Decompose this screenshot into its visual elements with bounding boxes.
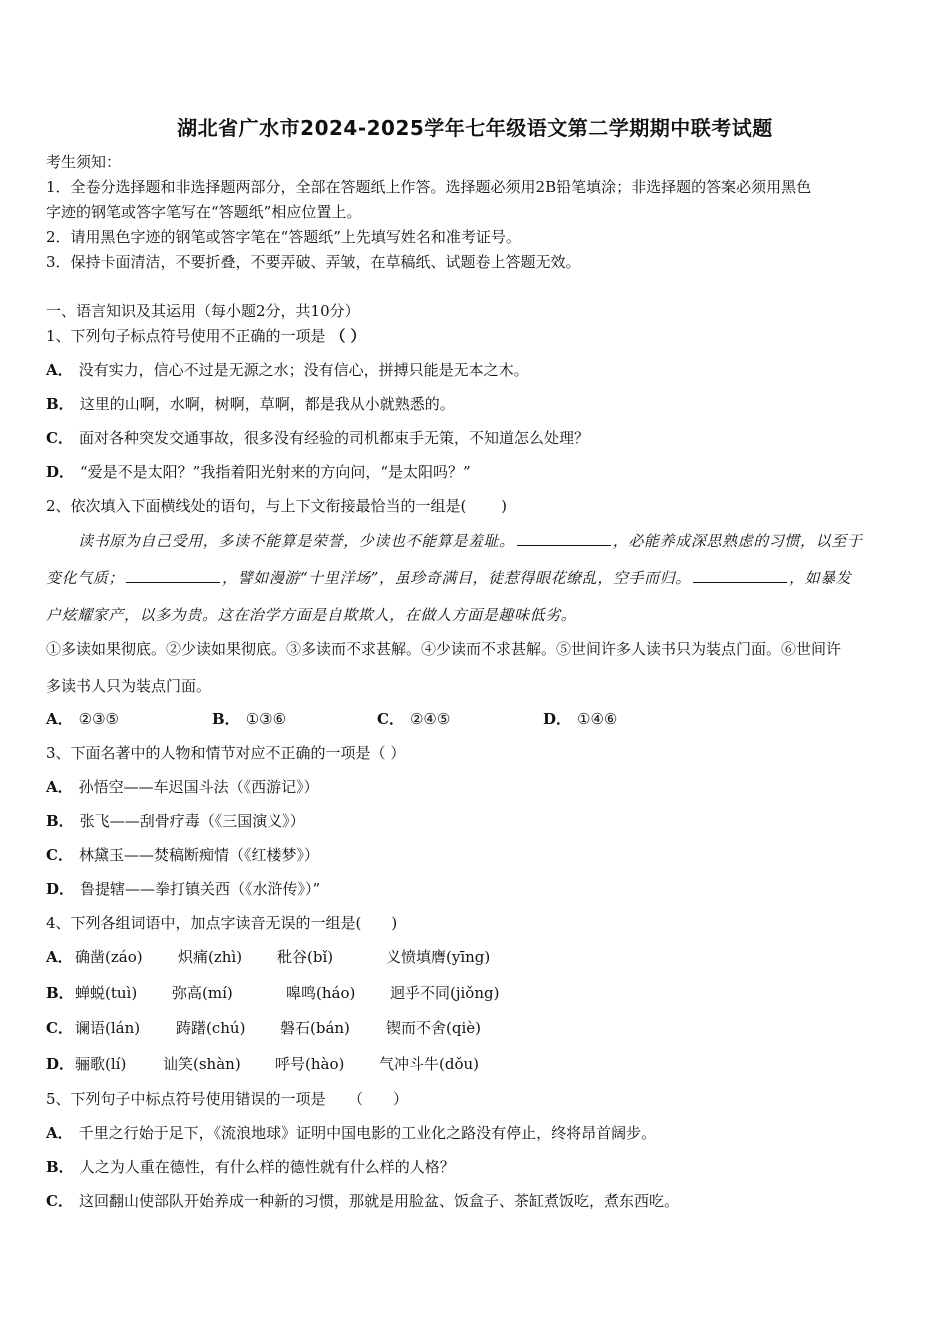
option-letter: B． xyxy=(46,395,74,413)
option-letter: A． xyxy=(46,948,73,966)
option-letter: B． xyxy=(46,1158,74,1176)
choice-sentences: ①多读如果彻底。②少读如果彻底。③多读而不求甚解。④少读而不求甚解。⑤世间许多人读书只为装点门面。⑥世间许 xyxy=(46,640,842,658)
question-2-stem: 2、依次填入下面横线处的语句，与上下文衔接最恰当的一组是( ) xyxy=(46,497,508,515)
option-text: 人之为人重在德性，有什么样的德性就有什么样的人格？ xyxy=(79,1158,455,1176)
page-title: 湖北省广水市2024-2025学年七年级语文第二学期期中联考试题 xyxy=(177,116,773,140)
option-d xyxy=(46,461,471,483)
passage-line: 户炫耀家产，以多为贵。这在治学方面是自欺欺人，在做人方面是趣味低劣。 xyxy=(46,606,577,624)
option-letter: C． xyxy=(46,846,73,864)
option-letter: D． xyxy=(46,1055,75,1073)
option-d xyxy=(543,708,617,730)
word-item: 骊歌(lí) xyxy=(75,1055,127,1073)
option-text: 林黛玉——焚稿断痴情（《红楼梦》） xyxy=(78,846,319,864)
option-b xyxy=(46,1156,455,1178)
word-item: 讪笑(shàn) xyxy=(163,1055,241,1073)
question-5-stem: 5、下列句子中标点符号使用错误的一项是 （ ） xyxy=(46,1090,409,1108)
option-letter: D． xyxy=(46,880,75,898)
option-letter: B． xyxy=(46,812,74,830)
option-a xyxy=(46,1122,656,1144)
option-letter: C． xyxy=(46,1019,73,1037)
notice-heading: 考生须知： xyxy=(46,153,122,171)
word-item: 磐石(bán) xyxy=(280,1019,350,1037)
word-item: 迥乎不同(jiǒng) xyxy=(390,984,500,1002)
option-letter: D． xyxy=(46,463,75,481)
option-b xyxy=(46,810,305,832)
word-item: 炽痛(zhì) xyxy=(178,948,243,966)
word-item: 踌躇(chú) xyxy=(176,1019,246,1037)
word-item: 确凿(záo) xyxy=(75,948,143,966)
passage-text: 变化气质； xyxy=(46,569,125,587)
word-item: 呼号(hào) xyxy=(275,1055,345,1073)
option-text: ②③⑤ xyxy=(78,710,119,728)
option-b xyxy=(46,393,455,415)
option-c xyxy=(46,1017,79,1039)
option-letter: B． xyxy=(46,984,74,1002)
word-item: 谰语(lán) xyxy=(75,1019,141,1037)
option-letter: B． xyxy=(212,710,240,728)
option-letter: C． xyxy=(46,1192,73,1210)
choice-sentences: 多读书人只为装点门面。 xyxy=(46,677,212,695)
notice-item: 1．全卷分选择题和非选择题两部分，全部在答题纸上作答。选择题必须用2B铅笔填涂；非选择题的答案必须用黑色 xyxy=(46,178,812,196)
notice-item: 3．保持卡面清洁，不要折叠，不要弄破、弄皱，在草稿纸、试题卷上答题无效。 xyxy=(46,253,581,271)
passage-text: 读书原为自己受用，多读不能算是荣誉，少读也不能算是羞耻。 xyxy=(78,532,515,550)
notice-item: 字迹的钢笔或答字笔写在“答题纸”相应位置上。 xyxy=(46,203,362,221)
option-letter: C． xyxy=(46,429,73,447)
option-letter: A． xyxy=(46,710,73,728)
option-letter: A． xyxy=(46,778,73,796)
fill-blank xyxy=(693,568,787,583)
option-a xyxy=(46,946,79,968)
question-3-stem: 3、下面名著中的人物和情节对应不正确的一项是（ ） xyxy=(46,744,406,762)
option-d xyxy=(46,878,320,900)
word-item: 秕谷(bǐ) xyxy=(277,948,334,966)
word-item: 蝉蜕(tuì) xyxy=(75,984,138,1002)
option-text: 没有实力，信心不过是无源之水；没有信心，拼搏只能是无本之木。 xyxy=(78,361,529,379)
question-stem-text: 1、下列句子标点符号使用不正确的一项是 xyxy=(46,327,326,345)
fill-blank xyxy=(517,531,611,546)
option-text: ②④⑤ xyxy=(409,710,451,728)
option-a xyxy=(46,359,529,381)
option-c xyxy=(377,708,450,730)
passage-text: ，如暴发 xyxy=(788,569,852,587)
answer-paren: （ ） xyxy=(330,327,366,345)
option-c xyxy=(46,1190,679,1212)
word-item: 气冲斗牛(dǒu) xyxy=(379,1055,479,1073)
option-text: 千里之行始于足下，《流浪地球》证明中国电影的工业化之路没有停止，终将昂首阔步。 xyxy=(78,1124,657,1142)
word-item: 嗥鸣(háo) xyxy=(286,984,356,1002)
option-text: 这回翻山使部队开始养成一种新的习惯，那就是用脸盆、饭盒子、茶缸煮饭吃，煮东西吃。 xyxy=(78,1192,679,1210)
option-text: 这里的山啊，水啊，树啊，草啊，都是我从小就熟悉的。 xyxy=(79,395,455,413)
option-letter: A． xyxy=(46,361,73,379)
option-text: 张飞——刮骨疗毒（《三国演义》） xyxy=(79,812,305,830)
word-item: 锲而不舍(qiè) xyxy=(386,1019,481,1037)
option-letter: D． xyxy=(543,710,572,728)
passage-line xyxy=(78,530,862,552)
option-c xyxy=(46,844,319,866)
passage-line xyxy=(46,567,851,589)
option-a xyxy=(46,776,319,798)
option-text: 面对各种突发交通事故，很多没有经验的司机都束手无策，不知道怎么处理？ xyxy=(78,429,589,447)
word-item: 弥高(mí) xyxy=(172,984,233,1002)
option-text: “爱是不是太阳？”我指着阳光射来的方向问，“是太阳吗？” xyxy=(80,463,471,481)
section-heading: 一、语言知识及其运用（每小题2分，共10分） xyxy=(46,302,360,320)
passage-text: ，譬如漫游“十里洋场”，虽珍奇满目，徒惹得眼花缭乱，空手而归。 xyxy=(222,569,691,587)
option-letter: C． xyxy=(377,710,404,728)
word-item: 义愤填膺(yīng) xyxy=(386,948,491,966)
option-text: 鲁提辖——拳打镇关西（《水浒传》）” xyxy=(80,880,321,898)
option-letter: A． xyxy=(46,1124,73,1142)
question-4-stem: 4、下列各组词语中，加点字读音无误的一组是( ) xyxy=(46,914,398,932)
option-a xyxy=(46,708,119,730)
option-text: ①④⑥ xyxy=(577,710,618,728)
option-text: 孙悟空——车迟国斗法（《西游记》） xyxy=(78,778,319,796)
option-text: ①③⑥ xyxy=(245,710,287,728)
notice-item: 2．请用黑色字迹的钢笔或答字笔在“答题纸”上先填写姓名和准考证号。 xyxy=(46,228,521,246)
option-c xyxy=(46,427,589,449)
passage-text: ，必能养成深思熟虑的习惯，以至于 xyxy=(612,532,863,550)
option-b xyxy=(212,708,286,730)
question-1-stem xyxy=(46,325,366,347)
fill-blank xyxy=(126,568,220,583)
